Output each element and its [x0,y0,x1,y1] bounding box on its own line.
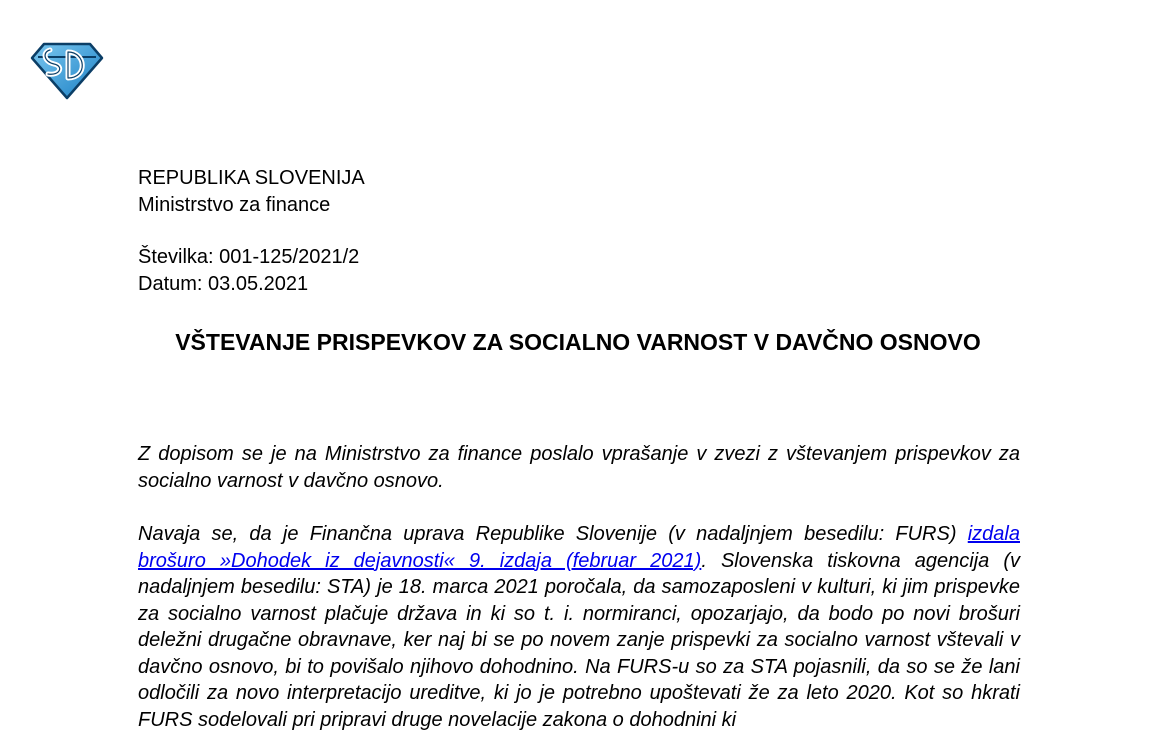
issuer-header [138,165,365,219]
paragraph-body-text-before: Navaja se, da je Finančna uprava Republike Slovenije (v nadaljnjem besedilu: FURS) [138,523,968,545]
issuer-country: REPUBLIKA SLOVENIJA [138,167,365,189]
paragraph-intro: Z dopisom se je na Ministrstvo za finance poslalo vprašanje v zvezi z vštevanjem prispevkov za socialno varnost v davčno osnovo. [138,443,1020,492]
document-number: Številka: 001-125/2021/2 [138,246,360,268]
sd-shield-logo-icon [30,40,104,100]
document-date: Datum: 03.05.2021 [138,273,309,295]
document-title: VŠTEVANJE PRISPEVKOV ZA SOCIALNO VARNOST V DAVČNO OSNOVO [175,329,981,355]
document-meta [138,244,359,298]
issuer-ministry: Ministrstvo za finance [138,194,331,216]
paragraph-body-text-after: . Slovenska tiskovna agencija (v nadaljnjem besedilu: STA) je 18. marca 2021 poročala, da samozaposleni v kulturi, ki jim prispevke za socialno varnost plačuje država in ki so t. i. normiranci, opozarjajo, da bodo po novi brošuri deležni drugačne obravnave, ker naj bi se po novem zanje prispevki za socialno varnost vštevali v davčno osnovo, bi to povišalo njihovo dohodnino. Na FURS-u so za STA pojasnili, da so se že lani odločili za novo interpretacijo ureditve, ki jo je potrebno upoštevati že za leto 2020. Kot so hkrati FURS sodelovali pri pripravi druge novelacije zakona o dohodnini ki [138,549,1020,731]
brochure-link[interactable]: izdala brošuro »Dohodek iz dejavnosti« 9. izdaja (februar 2021) [138,523,1020,572]
paragraph-body [138,521,1020,733]
